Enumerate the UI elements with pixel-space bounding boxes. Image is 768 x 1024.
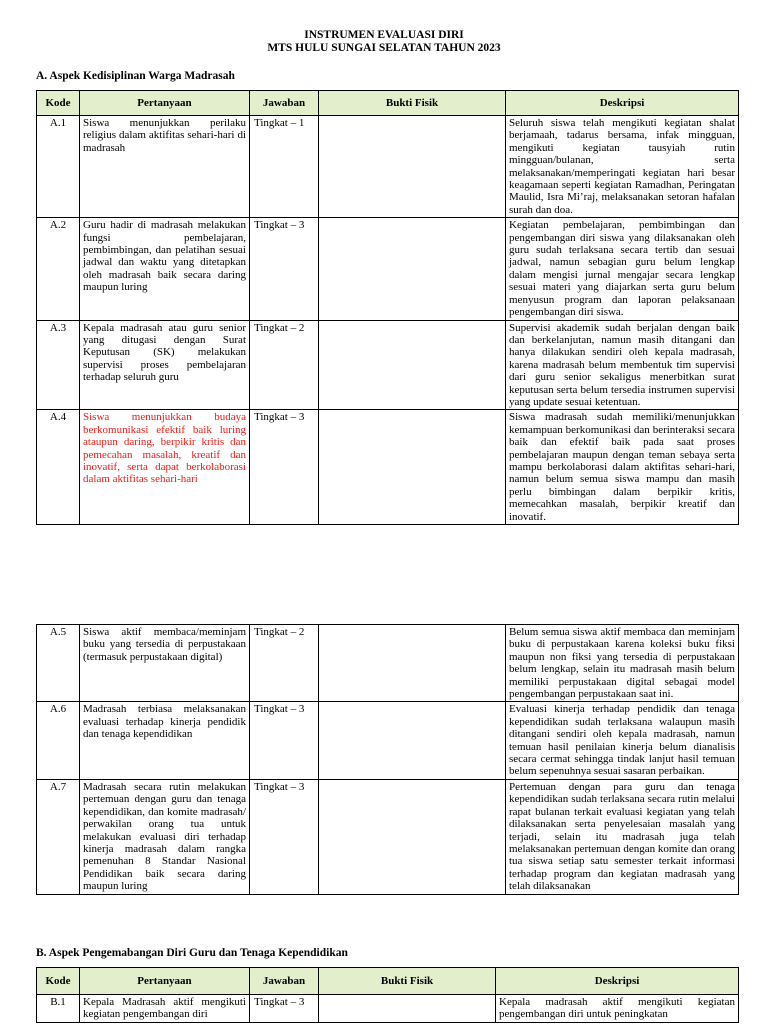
- cell-bukti-fisik: [319, 995, 496, 1023]
- cell-deskripsi: Kegiatan pembelajaran, pembimbingan dan pengembangan diri siswa yang dilaksanakan oleh guru sudah terlaksana secara tertib dan sesuai jadwal, namun sebagian guru belum lengkap dalam mengisi jurnal mengajar secara lengkap sesuai materi yang diajarkan serta guru belum menyusun program dan laporan pelaksanaan pengembangan diri siswa.: [506, 218, 739, 320]
- table-row: [37, 218, 739, 320]
- cell-jawaban: Tingkat – 2: [250, 625, 319, 702]
- cell-kode: A.7: [37, 779, 80, 894]
- header-deskripsi: Deskripsi: [506, 91, 739, 116]
- section-a-table: [36, 90, 739, 525]
- document-title: INSTRUMEN EVALUASI DIRI: [304, 29, 464, 41]
- cell-bukti-fisik: [319, 410, 506, 525]
- header-bukti-fisik: Bukti Fisik: [319, 91, 506, 116]
- table-row: [37, 995, 739, 1023]
- cell-pertanyaan: Kepala Madrasah aktif mengikuti kegiatan pengembangan diri: [80, 995, 250, 1023]
- cell-pertanyaan: Guru hadir di madrasah melakukan fungsi pembelajaran, pembimbingan, dan pelatihan sesuai jadwal dan waktu yang ditetapkan oleh madrasah baik secara daring maupun luring: [80, 218, 250, 320]
- cell-deskripsi: Pertemuan dengan para guru dan tenaga kependidikan sudah terlaksana secara rutin melalui rapat bulanan terkait evaluasi kegiatan yang telah dilaksanakan serta penyelesaian masalah yang terjadi, selain itu madrasah juga telah melaksanakan pertemuan dengan komite dan orang tua siswa setiap satu semester terkait informasi terhadap program dan kegiatan madrasah yang telah dilaksanakan: [506, 779, 739, 894]
- document-subtitle: MTS HULU SUNGAI SELATAN TAHUN 2023: [267, 42, 501, 54]
- table-row: [37, 116, 739, 218]
- cell-pertanyaan: Siswa menunjukkan perilaku religius dalam aktifitas sehari-hari di madrasah: [80, 116, 250, 218]
- header-pertanyaan: Pertanyaan: [80, 968, 250, 995]
- cell-kode: A.4: [37, 410, 80, 525]
- cell-bukti-fisik: [319, 779, 506, 894]
- cell-pertanyaan: Madrasah secara rutin melakukan pertemuan dengan guru dan tenaga kependidikan, dan komite madrasah/ perwakilan orang tua untuk melakukan evaluasi diri terhadap kinerja madrasah dalam rangka pemenuhan 8 Standar Nasional Pendidikan baik secara daring maupun luring: [80, 779, 250, 894]
- table-row: [37, 702, 739, 779]
- cell-kode: A.6: [37, 702, 80, 779]
- cell-kode: A.3: [37, 320, 80, 410]
- cell-deskripsi: Kepala madrasah aktif mengikuti kegiatan pengembangan diri untuk peningkatan: [496, 995, 739, 1023]
- cell-jawaban: Tingkat – 2: [250, 320, 319, 410]
- header-jawaban: Jawaban: [250, 968, 319, 995]
- header-deskripsi: Deskripsi: [496, 968, 739, 995]
- cell-jawaban: Tingkat – 1: [250, 116, 319, 218]
- header-kode: Kode: [37, 968, 80, 995]
- header-kode: Kode: [37, 91, 80, 116]
- section-b-heading: B. Aspek Pengemabangan Diri Guru dan Tenaga Kependidikan: [36, 947, 348, 959]
- cell-jawaban: Tingkat – 3: [250, 995, 319, 1023]
- cell-deskripsi: Belum semua siswa aktif membaca dan meminjam buku di perpustakaan karena koleksi buku fiksi maupun non fiksi yang tersedia di perpustakaan belum lengkap, selain itu madrasah masih belum memiliki perpustakaan digital sebagai model pengembangan perpustakaan saat ini.: [506, 625, 739, 702]
- cell-bukti-fisik: [319, 116, 506, 218]
- cell-kode: A.2: [37, 218, 80, 320]
- cell-pertanyaan: Kepala madrasah atau guru senior yang ditugasi dengan Surat Keputusan (SK) melakukan supervisi proses pembelajaran terhadap seluruh guru: [80, 320, 250, 410]
- header-bukti-fisik: Bukti Fisik: [319, 968, 496, 995]
- table-row: [37, 625, 739, 702]
- section-a-heading: A. Aspek Kedisiplinan Warga Madrasah: [36, 70, 235, 82]
- cell-bukti-fisik: [319, 320, 506, 410]
- section-a-table-continued: [36, 624, 739, 895]
- table-header-row: [37, 91, 739, 116]
- table-header-row: [37, 968, 739, 995]
- table-row: [37, 779, 739, 894]
- table-row: [37, 410, 739, 525]
- table-row: [37, 320, 739, 410]
- cell-pertanyaan: Madrasah terbiasa melaksanakan evaluasi terhadap kinerja pendidik dan tenaga kependidikan: [80, 702, 250, 779]
- cell-jawaban: Tingkat – 3: [250, 410, 319, 525]
- cell-deskripsi: Siswa madrasah sudah memiliki/menunjukkan kemampuan berkomunikasi dan berinteraksi secara baik dan efektif baik pada saat proses pembelajaran maupun dengan teman sebaya serta mampu berkolaborasi dalam aktifitas sehari-hari, namun belum semua siswa mampu dan masih perlu bimbingan dalam berpikir kritis, memecahkan masalah, berpikir kreatif dan inovatif.: [506, 410, 739, 525]
- cell-jawaban: Tingkat – 3: [250, 218, 319, 320]
- cell-kode: A.1: [37, 116, 80, 218]
- cell-deskripsi: Seluruh siswa telah mengikuti kegiatan shalat berjamaah, tadarus bersama, infak mingguan, mengikuti kegiatan tausyiah rutin mingguan/bulanan, serta melaksanakan/memperingati kegiatan hari besar keagamaan seperti kegiatan Ramadhan, Peringatan Maulid, Isra Mi’raj, melaksanakan setoran hafalan surah dan doa.: [506, 116, 739, 218]
- cell-bukti-fisik: [319, 702, 506, 779]
- cell-kode: B.1: [37, 995, 80, 1023]
- cell-pertanyaan: Siswa aktif membaca/meminjam buku yang tersedia di perpustakaan (termasuk perpustakaan digital): [80, 625, 250, 702]
- cell-deskripsi: Supervisi akademik sudah berjalan dengan baik dan berkelanjutan, namun masih ditangani dan hanya dilakukan sendiri oleh kepala madrasah, karena madrasah belum membentuk tim supervisi dari guru senior sekaligus menerbitkan surat keputusan serta belum tersedia instrumen supervisi yang update sesuai ketentuan.: [506, 320, 739, 410]
- section-b-table: [36, 967, 739, 1023]
- cell-deskripsi: Evaluasi kinerja terhadap pendidik dan tenaga kependidikan sudah terlaksana walaupun masih ditangani sendiri oleh kepala madrasah, namun temuan hasil penilaian kinerja belum dianalisis secara cermat sehingga tindak lanjut hasil temuan belum sepenuhnya sesuai sasaran perbaikan.: [506, 702, 739, 779]
- cell-bukti-fisik: [319, 218, 506, 320]
- cell-pertanyaan-highlighted: Siswa menunjukkan budaya berkomunikasi efektif baik luring ataupun daring, berpikir kritis dan pemecahan masalah, kreatif dan inovatif, serta dapat berkolaborasi dalam aktifitas sehari-hari: [80, 410, 250, 525]
- cell-bukti-fisik: [319, 625, 506, 702]
- header-pertanyaan: Pertanyaan: [80, 91, 250, 116]
- cell-kode: A.5: [37, 625, 80, 702]
- cell-jawaban: Tingkat – 3: [250, 779, 319, 894]
- header-jawaban: Jawaban: [250, 91, 319, 116]
- cell-jawaban: Tingkat – 3: [250, 702, 319, 779]
